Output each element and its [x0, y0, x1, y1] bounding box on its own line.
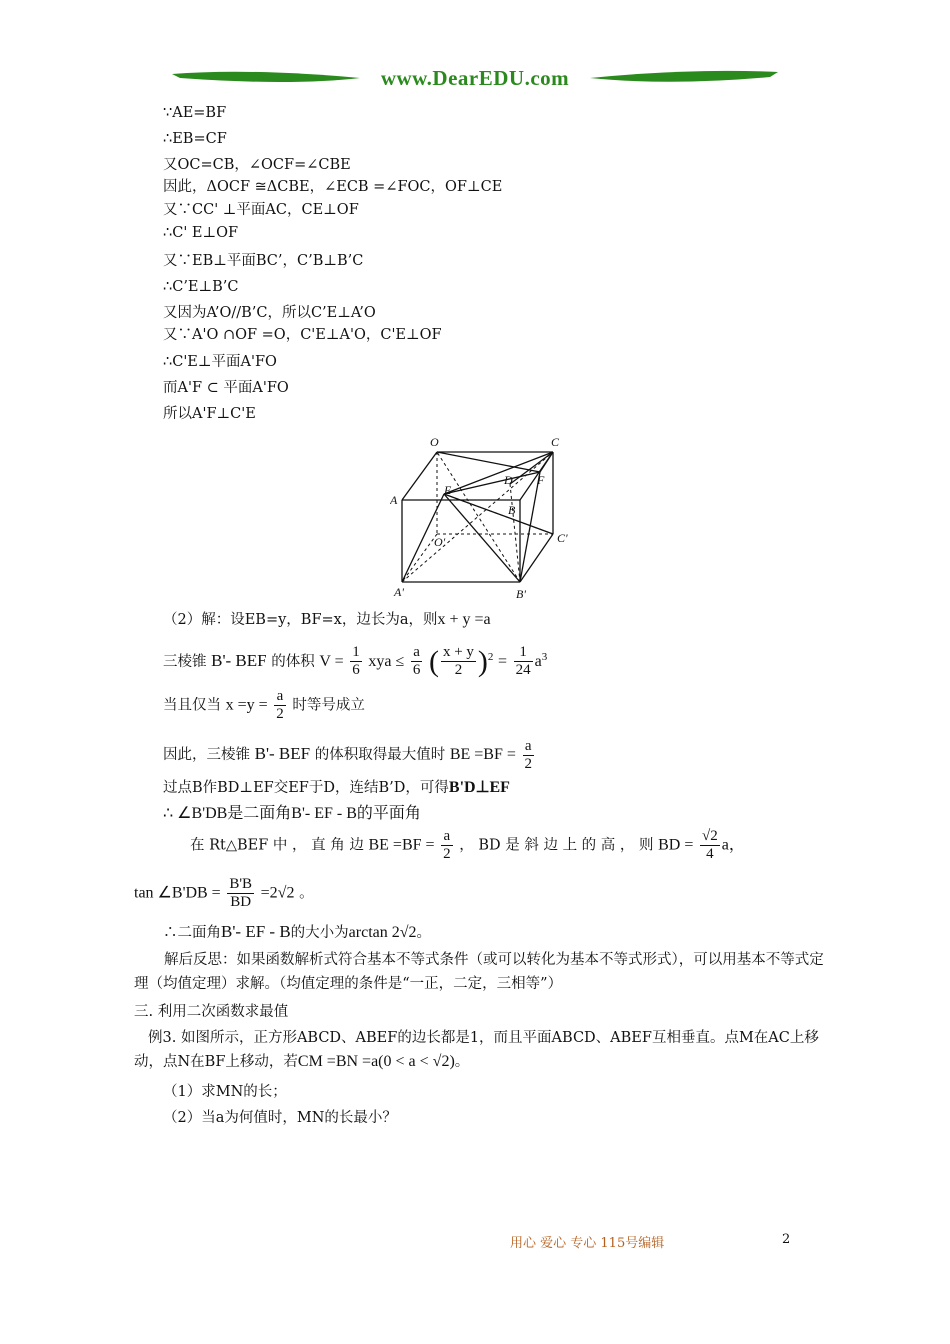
solution-text: ， BD 是 斜 边 上 的 高 ， 则: [459, 837, 654, 854]
solution-text: （2）解：设EB=y，BF=x，边长为a，则: [163, 612, 438, 628]
solution-line: [190, 828, 745, 863]
math-expr: BD =: [658, 836, 694, 854]
vertex-label: D: [504, 473, 513, 487]
proof-line: 因此，ΔOCF ≅ΔCBE，∠ECB =∠FOC，OF⊥CE: [163, 179, 503, 195]
math-expr: arctan 2√2: [348, 924, 417, 941]
solution-line: [163, 737, 536, 773]
proof-line: 又∵CC' ⊥平面AC，CE⊥OF: [163, 202, 359, 218]
math-expr: xya ≤: [368, 652, 405, 670]
vertex-label: C: [551, 435, 560, 449]
question-line: （1）求MN的长；: [163, 1084, 287, 1100]
example-paragraph: [134, 1026, 824, 1074]
example-text: 。: [454, 1054, 470, 1070]
vertex-label: E: [444, 483, 452, 497]
fraction: $\frac{a}{6}$: [412, 644, 421, 679]
fraction: $\frac{a}{2}$: [443, 828, 451, 862]
solution-line: [134, 876, 314, 911]
solution-text: ∴二面角: [163, 925, 221, 941]
vertex-label: B: [508, 503, 516, 517]
proof-line: ∴EB=CF: [163, 131, 227, 147]
proof-line: 而A'F ⊂ 平面A'FO: [163, 380, 289, 396]
solution-text: 在 Rt△BEF 中 ， 直 角 边: [190, 837, 364, 854]
cube-figure: [390, 432, 580, 602]
math-expr: B'- BEF: [211, 650, 267, 670]
vertex-label: C': [557, 531, 568, 545]
solution-text: 的体积: [271, 653, 315, 670]
math-expr: BE =BF =: [449, 746, 516, 763]
solution-line: [163, 778, 510, 798]
page-number: 2: [782, 1232, 791, 1247]
vertex-label: F: [537, 473, 545, 487]
header-banner: [170, 60, 780, 100]
fraction: $\frac{√2}{4}$: [701, 828, 718, 862]
math-expr: a: [534, 652, 542, 670]
vertex-label: O: [430, 435, 439, 449]
solution-text: 过点B作BD⊥EF交EF于D，连结B’D，可得: [163, 780, 449, 796]
vertex-label: A: [390, 493, 398, 507]
fraction: $\frac{a}{2}$: [524, 737, 532, 772]
proof-line: 又因为A’O//B’C，所以C’E⊥A’O: [163, 305, 376, 321]
fraction: $\frac{B'B}{BD}$: [229, 876, 253, 910]
solution-text: 时等号成立: [292, 697, 365, 714]
solution-text: 的体积取得最大值时: [314, 747, 446, 763]
solution-line: [163, 922, 431, 943]
fraction: $\frac{1}{6}$: [352, 644, 360, 679]
math-expr: x + y =a: [437, 611, 491, 628]
footer-text: 用心 爱心 专心 115号编辑: [510, 1236, 665, 1251]
proof-line: ∴C’E⊥B’C: [163, 279, 239, 295]
section-heading: 三. 利用二次函数求最值: [134, 1004, 289, 1020]
solution-text: 的大小为: [290, 925, 349, 941]
solution-text: 。: [299, 885, 314, 902]
math-expr: B'- EF - B: [221, 922, 291, 941]
math-expr: B'D⊥EF: [448, 779, 510, 796]
paren-close: ): [477, 644, 488, 678]
solution-line: [163, 640, 547, 679]
paren-open: (: [428, 644, 439, 678]
proof-line: 所以A'F⊥C'E: [163, 406, 256, 422]
solution-line: [163, 688, 365, 723]
solution-text: 当且仅当: [163, 697, 221, 714]
exponent: 2: [487, 651, 494, 663]
vertex-label: O': [434, 535, 446, 549]
proof-line: ∴C' E⊥OF: [163, 225, 239, 241]
example-text: 例3. 如图所示，正方形ABCD、ABEF的边长都是1，而且平面ABCD、ABEF互相垂直。点M在AC上移动，点N在BF上移动，若: [134, 1030, 819, 1070]
vertex-label: A': [394, 585, 404, 599]
fraction: $\frac{a}{2}$: [276, 688, 284, 722]
math-expr: ∴ ∠B'DB是二面角B'- EF - B的平面角: [163, 805, 421, 822]
question-line: （2）当a为何值时，MN的长最小？: [163, 1110, 397, 1126]
proof-line: ∵AE=BF: [163, 105, 227, 121]
fraction: $\frac{1}{24}$: [515, 644, 531, 679]
site-logo-text: www.DearEDU.com: [380, 66, 570, 90]
exponent: 3: [541, 651, 548, 663]
math-expr: a，: [721, 836, 745, 854]
math-expr: =: [498, 652, 508, 670]
proof-line: 又∵A'O ∩OF =O，C'E⊥A'O，C'E⊥OF: [163, 327, 442, 343]
solution-text: 因此，三棱锥: [163, 747, 250, 763]
reflection-paragraph: 解后反思：如果函数解析式符合基本不等式条件（或可以转化为基本不等式形式），可以用基本不等式定理（均值定理）求解。（均值定理的条件是“一正，二定，三相等”）: [134, 952, 824, 992]
math-expr: V =: [319, 652, 344, 670]
math-expr: B'- BEF: [254, 744, 311, 763]
proof-line: 又OC=CB，∠OCF=∠CBE: [163, 157, 351, 173]
solution-text: 三棱锥: [163, 653, 207, 670]
math-expr: tan ∠B'DB =: [134, 884, 221, 902]
math-expr: x =y =: [225, 696, 268, 714]
fraction: $\frac{x + y}{2}$: [442, 644, 474, 679]
proof-line: 又∵EB⊥平面BC’，C’B⊥B’C: [163, 253, 364, 269]
math-expr: BE =BF =: [368, 836, 435, 854]
solution-text: 。: [416, 925, 432, 941]
math-expr: =2√2: [260, 884, 295, 902]
math-expr: CM =BN =a(0 < a < √2): [297, 1053, 455, 1070]
solution-line: [163, 610, 491, 630]
solution-line: [163, 804, 421, 824]
proof-line: ∴C'E⊥平面A'FO: [163, 354, 277, 370]
vertex-label: B': [516, 587, 526, 601]
